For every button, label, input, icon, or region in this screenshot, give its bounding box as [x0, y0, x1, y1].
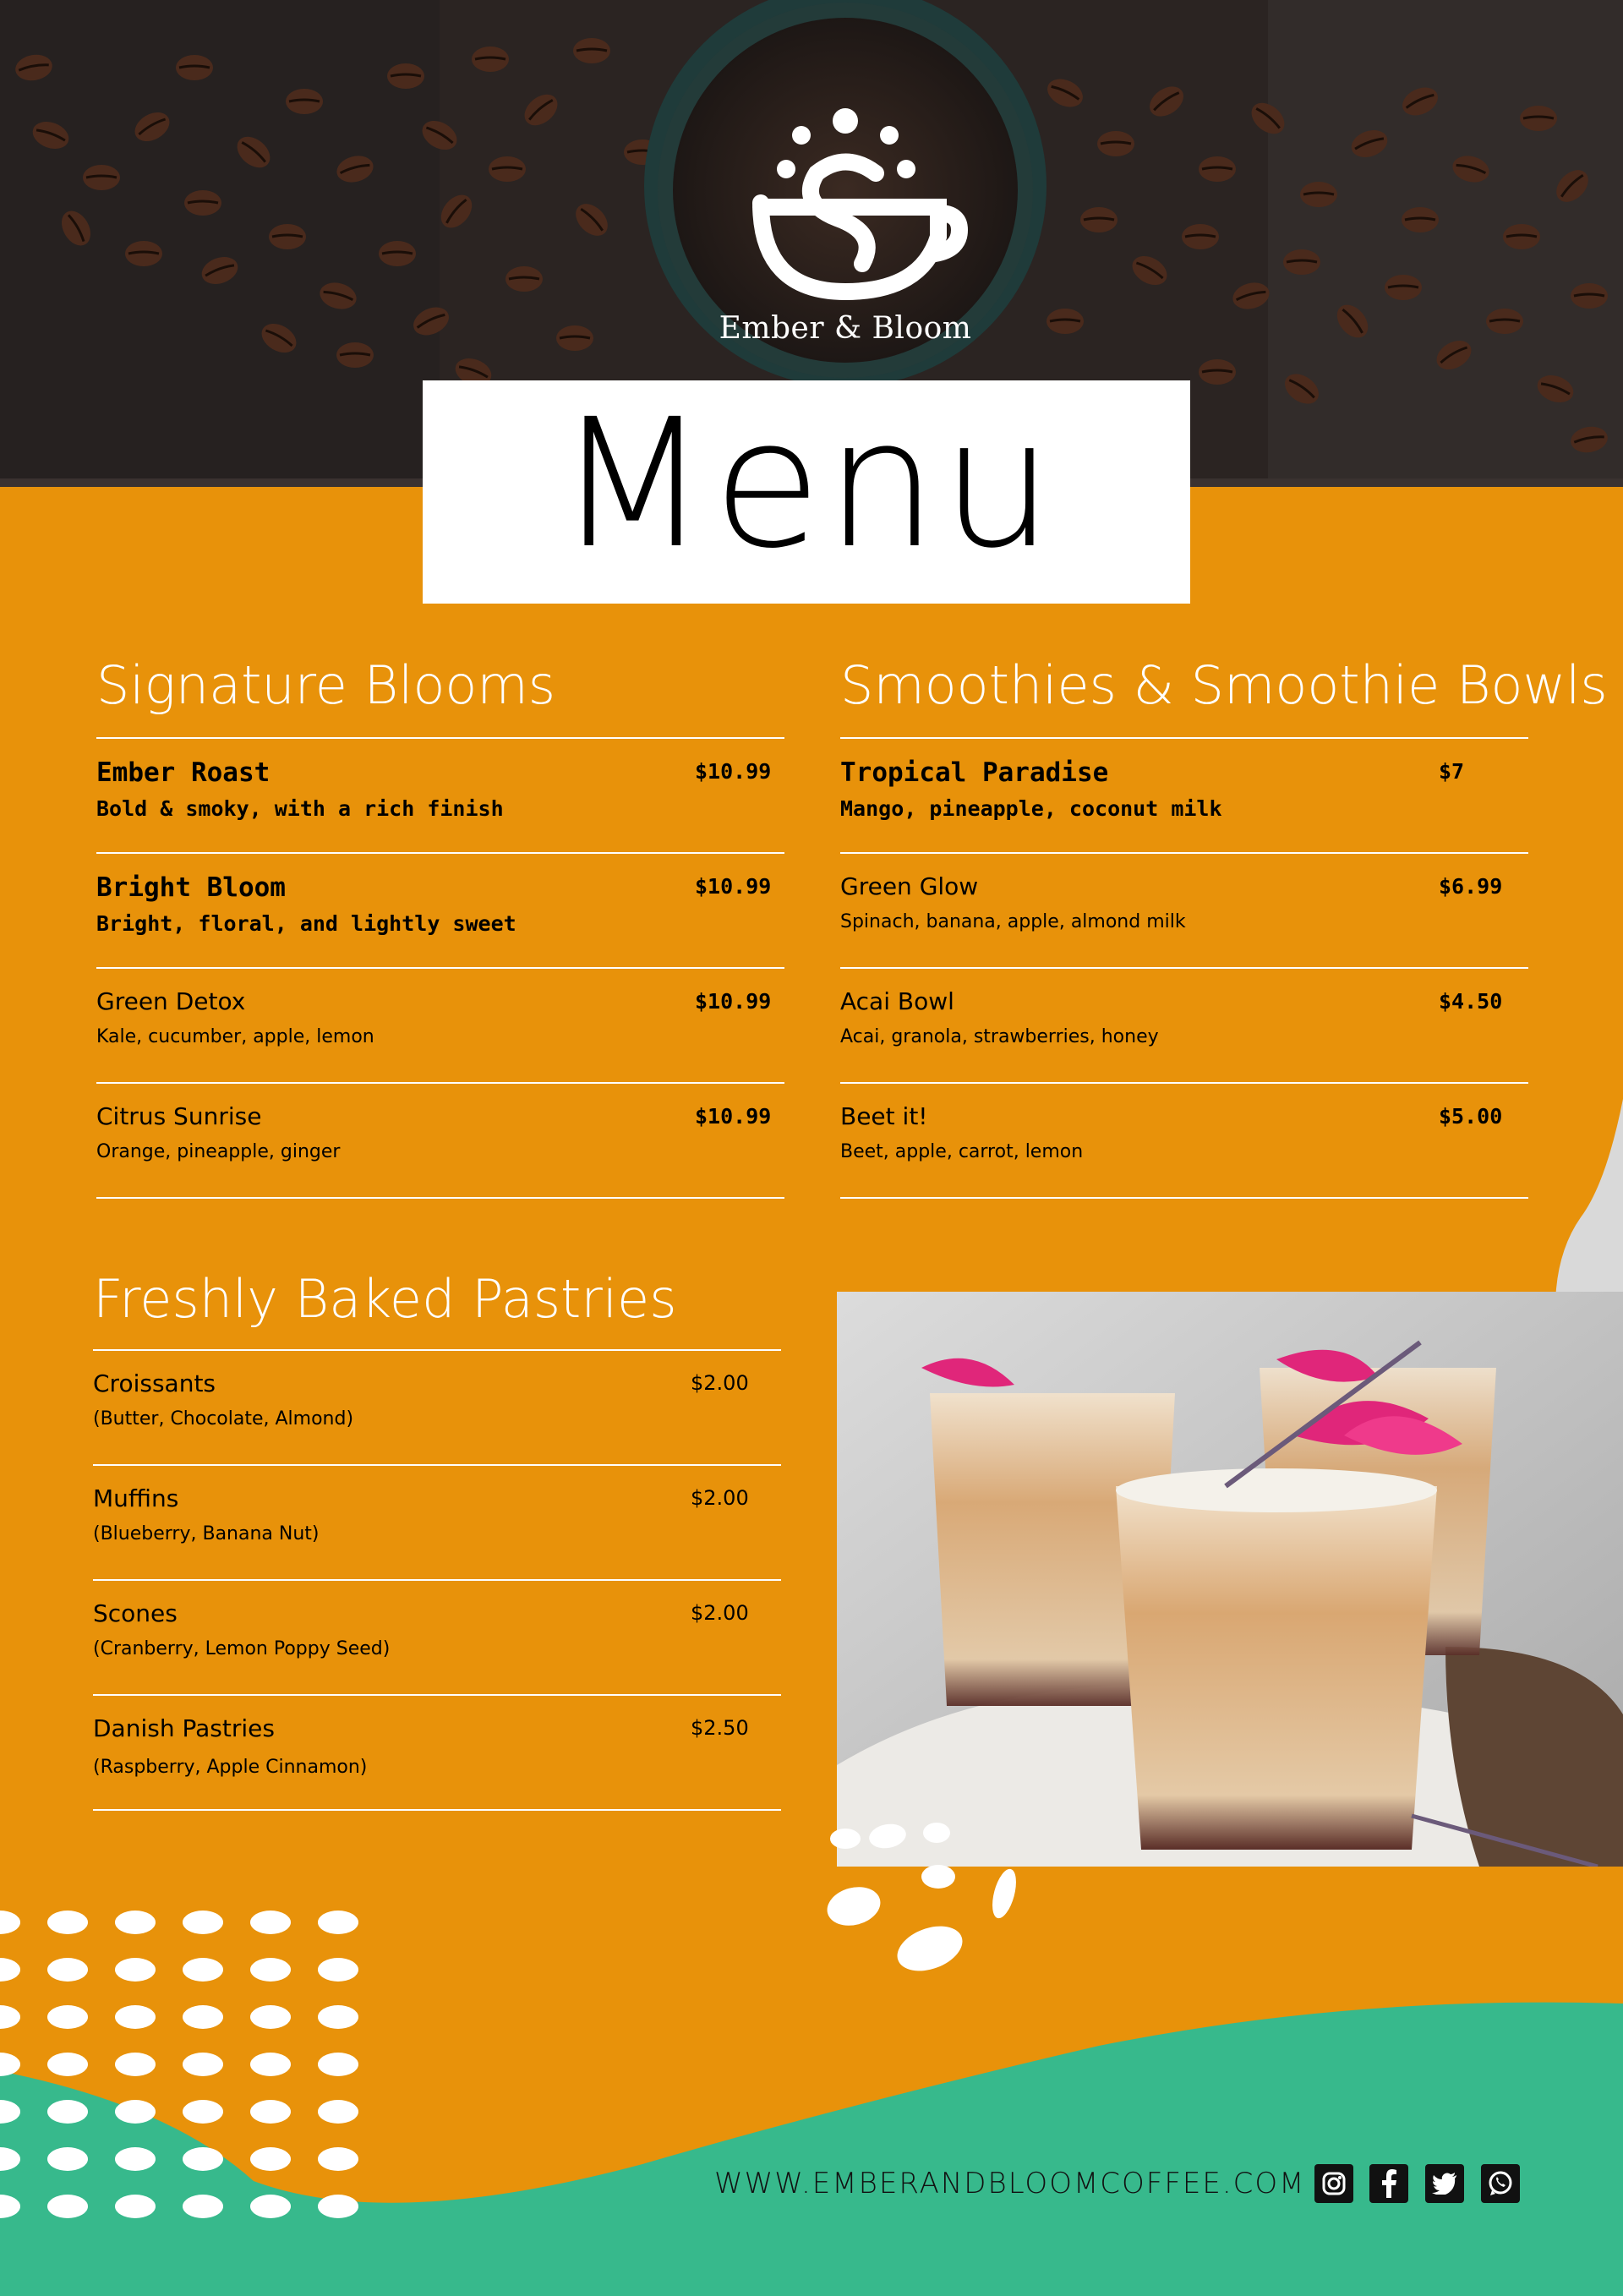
section-signature-blooms	[96, 654, 784, 1162]
item-description: Bold & smoky, with a rich finish	[96, 796, 504, 821]
item-description: Spinach, banana, apple, almond milk	[840, 911, 1186, 932]
brand-name: Ember & Bloom	[719, 311, 972, 346]
section-smoothies	[840, 654, 1608, 1162]
section-title: Smoothies & Smoothie Bowls	[840, 654, 1608, 716]
item-name: Green Glow	[840, 872, 979, 900]
item-price: $10.99	[695, 989, 772, 1014]
menu-item	[840, 852, 1528, 967]
item-price: $2.00	[691, 1486, 749, 1510]
item-name: Acai Bowl	[840, 987, 954, 1015]
item-description: Bright, floral, and lightly sweet	[96, 911, 516, 936]
iced-coffee-illustration	[837, 1292, 1623, 1867]
iced-coffee-photo	[837, 1292, 1623, 1867]
decorative-white-drops	[812, 1818, 1031, 1987]
item-name: Ember Roast	[96, 757, 270, 788]
item-description: (Cranberry, Lemon Poppy Seed)	[93, 1638, 391, 1659]
item-price: $2.50	[691, 1716, 749, 1740]
item-price: $6.99	[1439, 874, 1503, 899]
item-price: $7	[1439, 759, 1465, 784]
menu-item	[840, 967, 1528, 1082]
item-price: $10.99	[695, 759, 772, 784]
menu-item	[93, 1464, 781, 1579]
item-name: Beet it!	[840, 1102, 928, 1130]
menu-title-box	[423, 380, 1190, 604]
item-description: Acai, granola, strawberries, honey	[840, 1026, 1159, 1047]
item-name: Croissants	[93, 1369, 216, 1397]
menu-item	[93, 1349, 781, 1464]
item-description: (Raspberry, Apple Cinnamon)	[93, 1757, 368, 1778]
item-name: Tropical Paradise	[840, 757, 1109, 788]
section-title: Signature Blooms	[96, 654, 556, 716]
decorative-dot-grid	[0, 1905, 372, 2227]
item-description: Kale, cucumber, apple, lemon	[96, 1026, 374, 1047]
menu-item	[96, 967, 784, 1082]
section-title: Freshly Baked Pastries	[93, 1268, 677, 1330]
whatsapp-icon[interactable]	[1481, 2164, 1520, 2203]
item-price: $2.00	[691, 1371, 749, 1395]
twitter-icon[interactable]	[1425, 2164, 1464, 2203]
item-name: Danish Pastries	[93, 1714, 275, 1742]
item-name: Scones	[93, 1599, 178, 1627]
menu-title: Menu	[555, 380, 1057, 588]
item-name: Green Detox	[96, 987, 246, 1015]
item-price: $5.00	[1439, 1104, 1503, 1129]
menu-item	[96, 737, 784, 852]
item-description: Beet, apple, carrot, lemon	[840, 1141, 1084, 1162]
item-description: Mango, pineapple, coconut milk	[840, 796, 1222, 821]
menu-item	[96, 852, 784, 967]
menu-item	[840, 737, 1528, 852]
menu-item	[96, 1082, 784, 1199]
item-description: (Blueberry, Banana Nut)	[93, 1523, 320, 1544]
item-name: Muffins	[93, 1484, 179, 1512]
item-name: Bright Bloom	[96, 872, 286, 903]
item-description: (Butter, Chocolate, Almond)	[93, 1408, 354, 1430]
item-price: $4.50	[1439, 989, 1503, 1014]
item-description: Orange, pineapple, ginger	[96, 1141, 341, 1162]
menu-item	[840, 1082, 1528, 1199]
instagram-icon[interactable]	[1314, 2164, 1353, 2203]
menu-item	[93, 1694, 781, 1811]
section-pastries	[93, 1268, 781, 1778]
item-name: Citrus Sunrise	[96, 1102, 262, 1130]
item-price: $10.99	[695, 1104, 772, 1129]
facebook-icon[interactable]	[1369, 2164, 1408, 2203]
menu-item	[93, 1579, 781, 1694]
item-price: $2.00	[691, 1601, 749, 1625]
item-price: $10.99	[695, 874, 772, 899]
website-link[interactable]: WWW.EMBERANDBLOOMCOFFEE.COM	[714, 2167, 1306, 2200]
